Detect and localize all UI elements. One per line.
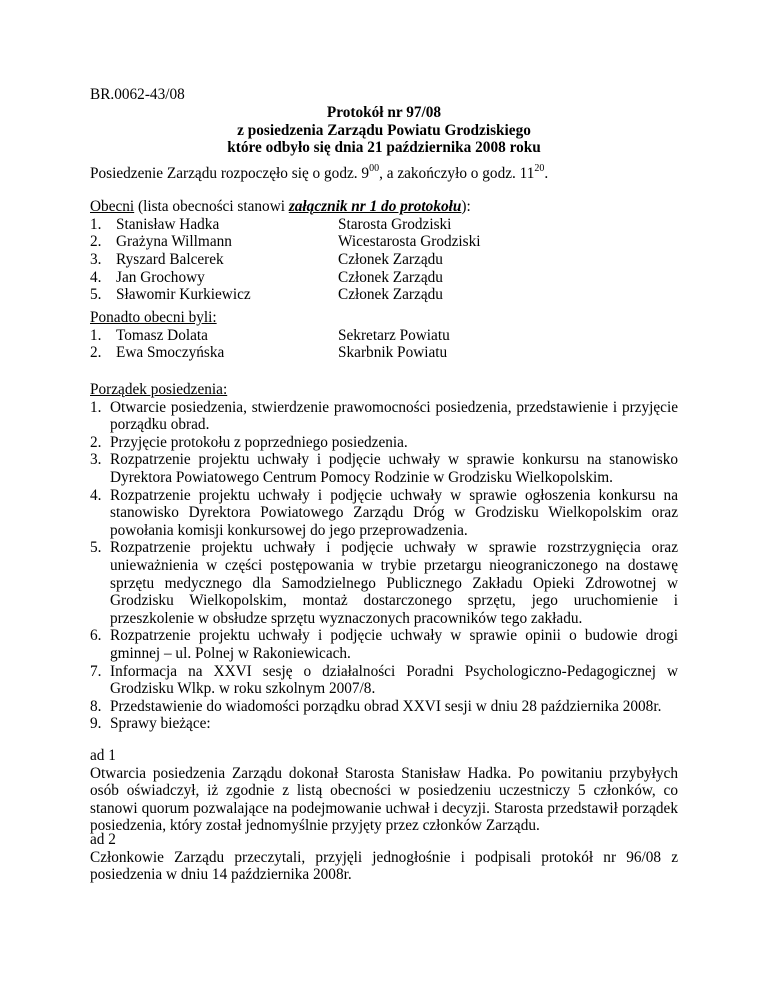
agenda-item (90, 434, 678, 452)
session-time (90, 162, 549, 183)
start-minutes: 00 (369, 162, 380, 174)
member-row (90, 251, 690, 269)
agenda-item (90, 399, 678, 434)
section-body: Członkowie Zarządu przeczytali, przyjęli jednogłośnie i podpisali protokół nr 96/08 z posiedzenia w dniu 14 października 2008r. (90, 848, 678, 884)
agenda-item (90, 698, 678, 716)
agenda-item-text: Otwarcie posiedzenia, stwierdzenie prawomocności posiedzenia, przedstawienie i przyjęcie porządku obrad. (110, 398, 678, 434)
guest-number: 1. (90, 326, 102, 344)
section-ad-2 (90, 831, 678, 884)
session-prefix: Posiedzenie Zarządu rozpoczęło się o godz. 9 (90, 165, 370, 182)
member-name: Jan Grochowy (116, 268, 205, 286)
title-line: z posiedzenia Zarządu Powiatu Grodziskiego (237, 121, 531, 139)
member-name: Sławomir Kurkiewicz (116, 286, 251, 304)
agenda-item-number: 5. (90, 539, 102, 557)
session-suffix: . (544, 165, 549, 182)
member-role: Wicestarosta Grodziski (338, 233, 481, 251)
section-ad-1 (90, 747, 678, 835)
member-row (90, 216, 690, 234)
also-present-list (90, 309, 690, 362)
agenda-item (90, 451, 678, 486)
present-list (90, 198, 690, 304)
guest-row (90, 344, 690, 362)
agenda-item-text: Przedstawienie do wiadomości porządku obrad XXVI sesji w dniu 28 października 2008r. (110, 697, 662, 715)
member-number: 4. (90, 268, 102, 286)
agenda-item (90, 663, 678, 698)
end-minutes: 20 (534, 162, 545, 174)
agenda-list (90, 399, 678, 733)
agenda-item-number: 8. (90, 697, 102, 715)
attachment-reference: załącznik nr 1 do protokołu (288, 198, 462, 215)
agenda-item (90, 627, 678, 662)
agenda-item-number: 3. (90, 451, 102, 469)
member-number: 2. (90, 233, 102, 251)
member-name: Stanisław Hadka (116, 215, 220, 233)
title-line: które odbyło się dnia 21 października 2008 roku (227, 139, 541, 157)
agenda-item (90, 487, 678, 540)
agenda-item (90, 539, 678, 627)
agenda-item-text: Rozpatrzenie projektu uchwały i podjęcie uchwały w sprawie ogłoszenia konkursu na stanowisko Dyrektora Powiatowego Zarządu Dróg w Grodzisku Wielkopolskim oraz powołania komisji konkursowej do jego przeprowadzenia. (110, 486, 678, 539)
member-role: Członek Zarządu (338, 251, 443, 269)
title-line: Protokół nr 97/08 (326, 104, 442, 121)
agenda-item-text: Rozpatrzenie projektu uchwały i podjęcie uchwały w sprawie rozstrzygnięcia oraz unieważnienia w części postępowania w trybie przetargu nieograniczonego na dostawę sprzętu medycznego dla Samodzielnego Publicznego Zakładu Opieki Zdrowotnej w Grodzisku Wielkopolskim, montaż dostarczonego sprzętu, jego uruchomienie i przeszkolenie w obsłudze sprzętu wyznaczonych pracowników tego zakładu. (110, 539, 678, 627)
guest-number: 2. (90, 344, 102, 362)
section-label: ad 1 (90, 747, 116, 764)
member-role: Członek Zarządu (338, 268, 443, 286)
agenda-item-number: 6. (90, 627, 102, 645)
agenda-item-number: 9. (90, 715, 102, 733)
present-paren-close: ): (461, 198, 471, 215)
also-present-label: Ponadto obecni byli: (90, 309, 217, 326)
present-paren-open: (lista obecności stanowi (134, 198, 289, 215)
member-number: 5. (90, 286, 102, 304)
member-role: Starosta Grodziski (338, 215, 452, 233)
document-reference: BR.0062-43/08 (90, 86, 185, 103)
guest-name: Ewa Smoczyńska (116, 344, 225, 362)
document-title (0, 104, 768, 157)
agenda-item (90, 715, 678, 733)
member-name: Grażyna Willmann (116, 233, 232, 251)
guest-role: Sekretarz Powiatu (338, 326, 450, 344)
section-label: ad 2 (90, 831, 116, 848)
guest-name: Tomasz Dolata (116, 326, 208, 344)
present-heading (90, 198, 690, 216)
guest-row (90, 327, 690, 345)
member-row (90, 286, 690, 304)
agenda-item-text: Rozpatrzenie projektu uchwały i podjęcie uchwały w sprawie opinii o budowie drogi gminnej – ul. Polnej w Rakoniewicach. (110, 627, 678, 662)
agenda-item-number: 4. (90, 486, 102, 504)
agenda-heading: Porządek posiedzenia: (90, 381, 228, 398)
agenda-item-number: 1. (90, 398, 102, 416)
agenda-item-text: Sprawy bieżące: (110, 715, 211, 733)
also-present-heading (90, 309, 690, 327)
agenda-item-text: Przyjęcie protokołu z poprzedniego posiedzenia. (110, 433, 408, 451)
agenda-item-text: Informacja na XXVI sesję o działalności Poradni Psychologiczno-Pedagogicznej w Grodzisku Wlkp. w roku szkolnym 2007/8. (110, 662, 678, 698)
member-number: 3. (90, 251, 102, 269)
agenda-item-text: Rozpatrzenie projektu uchwały i podjęcie uchwały w sprawie konkursu na stanowisko Dyrektora Powiatowego Centrum Pomocy Rodzinie w Grodzisku Wielkopolskim. (110, 451, 678, 486)
section-body: Otwarcia posiedzenia Zarządu dokonał Starosta Stanisław Hadka. Po powitaniu przybyłych osób oświadczył, iż zgodnie z listą obecności w posiedzeniu uczestniczy 5 członków, co stanowi quorum pozwalające na podejmowanie uchwał i decyzji. Starosta przedstawił porządek posiedzenia, który został jednomyślnie przyjęty przez członków Zarządu. (90, 764, 678, 835)
agenda (90, 381, 678, 733)
member-row (90, 269, 690, 287)
member-role: Członek Zarządu (338, 286, 443, 304)
present-label: Obecni (90, 198, 135, 215)
member-name: Ryszard Balcerek (116, 251, 224, 269)
session-middle: , a zakończyło o godz. 11 (379, 165, 535, 182)
agenda-item-number: 7. (90, 662, 102, 680)
agenda-item-number: 2. (90, 433, 102, 451)
member-number: 1. (90, 215, 102, 233)
member-row (90, 233, 690, 251)
guest-role: Skarbnik Powiatu (338, 344, 448, 362)
